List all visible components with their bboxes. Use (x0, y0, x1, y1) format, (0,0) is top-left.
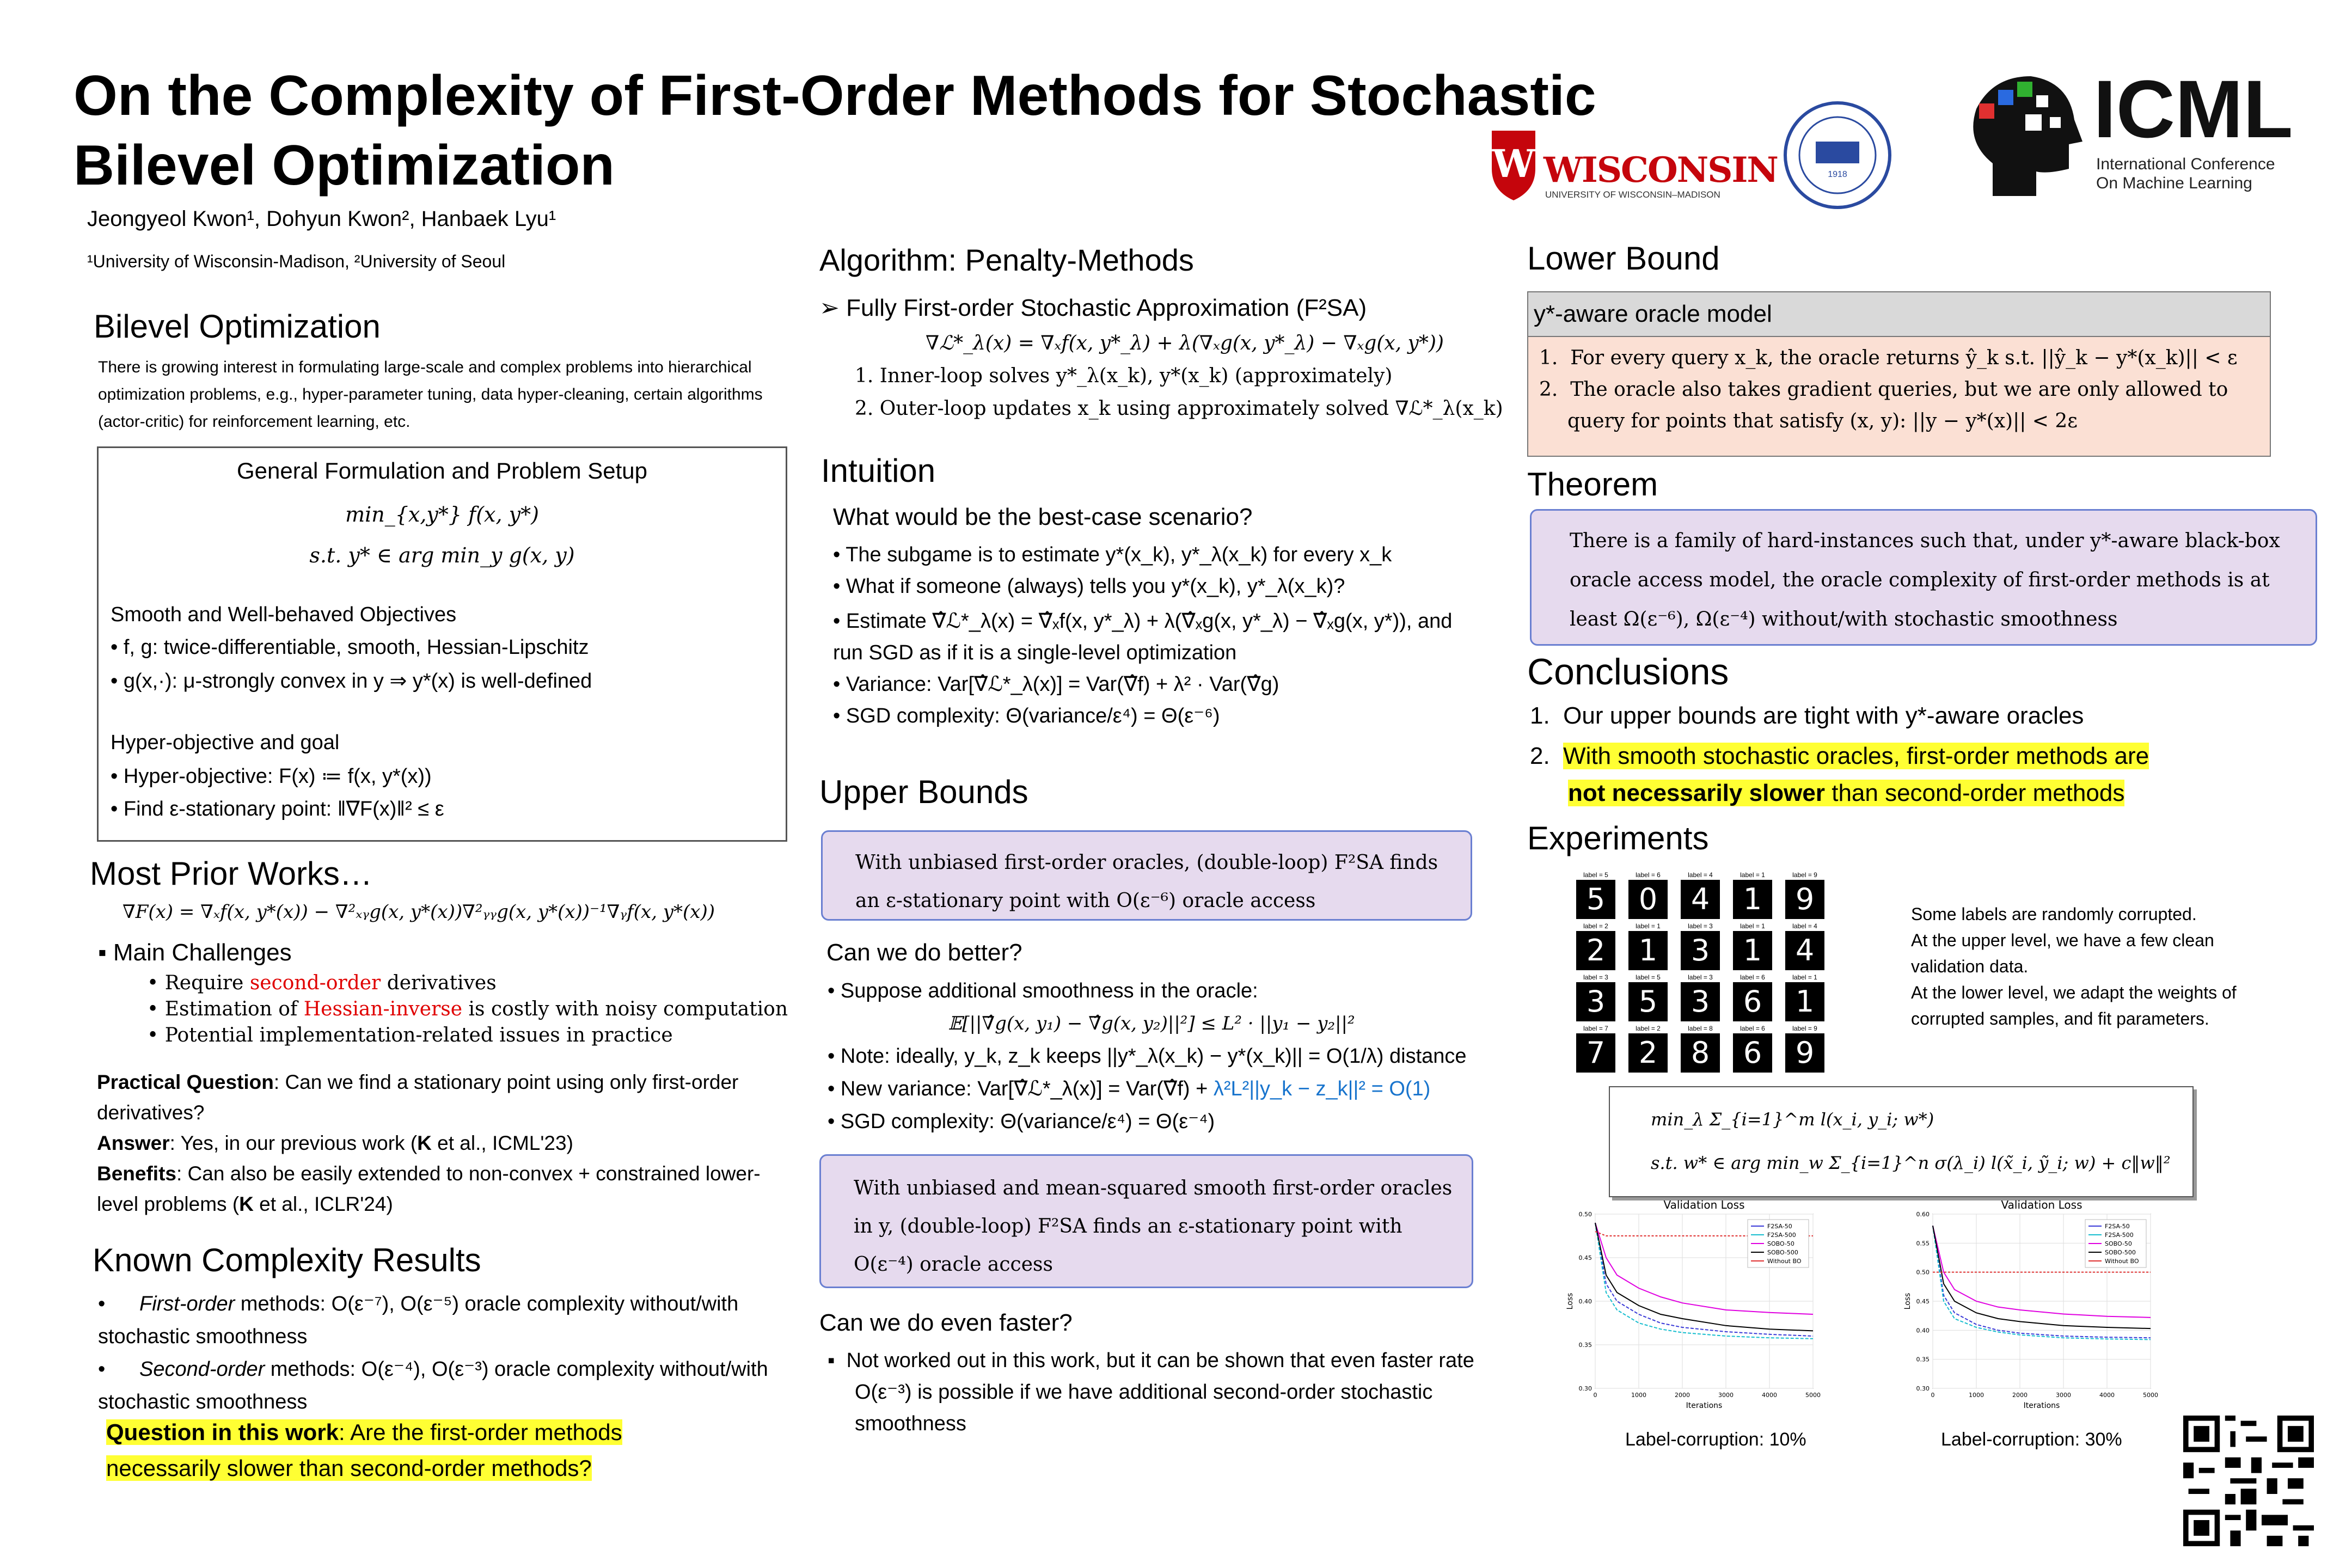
challenges-heading: ▪ Main Challenges (98, 939, 292, 966)
x-tick-label: 1000 (1969, 1392, 1984, 1399)
digit-label: label = 7 (1583, 1025, 1608, 1032)
x-tick-label: 3000 (1718, 1392, 1734, 1399)
wisconsin-logo (1486, 125, 1778, 207)
digit-label: label = 2 (1583, 922, 1608, 930)
prior-heading: Most Prior Works… (90, 855, 372, 892)
digit-label: label = 6 (1636, 871, 1661, 879)
formulation-box (97, 446, 787, 842)
validation-loss-chart-10 (1563, 1198, 1829, 1426)
benefits: Benefits: Can also be easily extended to non-convex + constrained lower-level problems (K et al., ICLR'24) (97, 1162, 761, 1215)
theorem-heading: Theorem (1527, 466, 1658, 503)
better-item-1: • Suppose additional smoothness in the oracle: (828, 979, 1258, 1002)
legend-entry: F2SA-500 (2105, 1232, 2134, 1239)
x-tick-label: 4000 (1762, 1392, 1777, 1399)
legend-entry: SOBO-500 (1767, 1249, 1798, 1256)
smooth-heading: Smooth and Well-behaved Objectives (111, 603, 457, 626)
hyper-heading: Hyper-objective and goal (111, 731, 340, 754)
digit-label: label = 1 (1740, 871, 1765, 879)
smooth-item-1: • f, g: twice-differentiable, smooth, Hessian-Lipschitz (111, 636, 589, 659)
x-tick-label: 3000 (2056, 1392, 2071, 1399)
conclusions-heading: Conclusions (1527, 651, 1729, 693)
oracle-item-1: 1. For every query x_k, the oracle returns ŷ_k s.t. ||ŷ_k − y*(x_k)|| < ε (1539, 347, 2238, 369)
digit-label: label = 1 (1792, 973, 1817, 981)
digit-image: 3 (1681, 982, 1720, 1021)
better-item-2: • Note: ideally, y_k, z_k keeps ||y*_λ(x_k) − y*(x_k)|| = O(1/λ) distance (828, 1045, 1467, 1068)
y-tick-label: 0.40 (1578, 1298, 1592, 1305)
challenge-1: • Require second-order derivatives (147, 972, 497, 994)
formula-min: min_{x,y*} f(x, y*) (345, 503, 539, 526)
digit-label: label = 1 (1740, 922, 1765, 930)
x-axis-label: Iterations (2023, 1401, 2060, 1410)
known-heading: Known Complexity Results (93, 1242, 481, 1278)
digit-label: label = 6 (1740, 973, 1765, 981)
seoul-logo (1783, 101, 1892, 210)
y-axis-label: Loss (1566, 1293, 1575, 1310)
hyper-item-2: • Find ε-stationary point: ‖∇F(x)‖² ≤ ε (111, 798, 444, 820)
algorithm-formula: ∇ℒ*_λ(x) = ∇ₓf(x, y*_λ) + λ(∇ₓg(x, y*_λ) − ∇ₓg(x, y*)) (926, 332, 1444, 354)
validation-loss-chart-30 (1900, 1198, 2167, 1426)
digit-image: 6 (1733, 982, 1772, 1021)
x-tick-label: 1000 (1631, 1392, 1646, 1399)
digit-label: label = 9 (1792, 871, 1817, 879)
y-tick-label: 0.45 (1916, 1298, 1930, 1305)
upper-box-1: With unbiased first-order oracles, (double-loop) F²SA finds an ε-stationary point with O(ε⁻⁶) oracle access (821, 830, 1472, 921)
legend-entry: F2SA-500 (1767, 1232, 1796, 1239)
x-axis-label: Iterations (1686, 1401, 1723, 1410)
challenge-2: • Estimation of Hessian-inverse is costly with noisy computation (147, 998, 788, 1020)
x-tick-label: 0 (1593, 1392, 1597, 1399)
y-tick-label: 0.45 (1578, 1254, 1592, 1261)
y-tick-label: 0.50 (1916, 1269, 1930, 1276)
affiliations: ¹University of Wisconsin-Madison, ²University of Seoul (87, 252, 506, 271)
upper-heading: Upper Bounds (819, 774, 1028, 810)
intuition-item-2: • What if someone (always) tells you y*(x_k), y*_λ(x_k)? (833, 575, 1345, 598)
digit-label: label = 2 (1636, 1025, 1661, 1032)
better-item-3: • New variance: Var[∇̂ℒ*_λ(x)] = Var(∇̂f) + λ²L²||y_k − z_k||² = O(1) (828, 1077, 1431, 1100)
x-tick-label: 4000 (2099, 1392, 2115, 1399)
caption-30: Label-corruption: 30% (1941, 1429, 2122, 1450)
legend-entry: SOBO-50 (1767, 1240, 1794, 1247)
qr-code-icon[interactable] (2183, 1416, 2314, 1546)
svg-text:W: W (1492, 141, 1535, 186)
digit-label: label = 1 (1636, 922, 1661, 930)
digit-label: label = 8 (1688, 1025, 1713, 1032)
digit-label: label = 5 (1583, 871, 1608, 879)
x-tick-label: 2000 (2012, 1392, 2028, 1399)
answer: Answer: Yes, in our previous work (K et al., ICML'23) (97, 1132, 573, 1154)
digit-label: label = 9 (1792, 1025, 1817, 1032)
digit-image: 3 (1576, 982, 1615, 1021)
legend-entry: SOBO-500 (2105, 1249, 2136, 1256)
x-tick-label: 2000 (1675, 1392, 1690, 1399)
algorithm-step-1: 1. Inner-loop solves y*_λ(x_k), y*(x_k) (approximately) (855, 365, 1393, 387)
conclusion-2: 2. With smooth stochastic oracles, first-order methods are not necessarily slower than second-order methods (1530, 743, 2149, 806)
oracle-title: y*-aware oracle model (1528, 292, 2270, 337)
known-item-1: • First-order methods: O(ε⁻⁷), O(ε⁻⁵) oracle complexity without/with stochastic smoothness (98, 1293, 739, 1348)
smooth-formula: 𝔼[||∇̂g(x, y₁) − ∇̂g(x, y₂)||²] ≤ L² · ||y₁ − y₂||² (948, 1013, 1355, 1034)
chart-title: Validation Loss (2001, 1198, 2082, 1211)
icml-logo (1960, 65, 2308, 207)
better-item-4: • SGD complexity: Θ(variance/ε⁴) = Θ(ε⁻⁴) (828, 1110, 1215, 1133)
y-tick-label: 0.35 (1578, 1342, 1592, 1349)
y-tick-label: 0.40 (1916, 1327, 1930, 1334)
digit-label: label = 4 (1688, 871, 1713, 879)
practical-question: Practical Question: Can we find a stationary point using only first-order derivatives? (97, 1071, 739, 1124)
y-tick-label: 0.60 (1916, 1211, 1930, 1218)
oracle-box (1527, 291, 2271, 457)
x-tick-label: 0 (1931, 1392, 1935, 1399)
digit-image: 9 (1785, 880, 1824, 919)
hyper-item-1: • Hyper-objective: F(x) ≔ f(x, y*(x)) (111, 765, 432, 788)
oracle-body (1528, 337, 2270, 456)
digit-image: 5 (1576, 880, 1615, 919)
faster-question: Can we do even faster? (819, 1309, 1073, 1336)
digit-image: 8 (1681, 1033, 1720, 1073)
challenge-3: • Potential implementation-related issues in practice (147, 1024, 673, 1046)
experiment-description: Some labels are randomly corrupted. At the upper level, we have a few clean validation data. At the lower level, we adapt the weights of corrupted samples, and fit parameters. (1911, 904, 2237, 1028)
digit-image: 7 (1576, 1033, 1615, 1073)
icml-line2: On Machine Learning (2096, 174, 2252, 192)
y-tick-label: 0.30 (1916, 1385, 1930, 1392)
digit-label: label = 6 (1740, 1025, 1765, 1032)
intuition-item-1: • The subgame is to estimate y*(x_k), y*_λ(x_k) for every x_k (833, 543, 1392, 566)
digit-label: label = 3 (1688, 973, 1713, 981)
prior-formula: ∇F(x) = ∇ₓf(x, y*(x)) − ∇²ₓᵧg(x, y*(x))∇²ᵧᵧg(x, y*(x))⁻¹∇ᵧf(x, y*(x)) (122, 901, 715, 923)
digit-label: label = 4 (1792, 922, 1817, 930)
optimization-box: min_λ Σ_{i=1}^m l(x_i, y_i; w*) s.t. w* ∈ arg min_w Σ_{i=1}^n σ(λ_i) l(x̃_i, ỹ_i; w) + c‖w‖² (1609, 1086, 2194, 1197)
lower-heading: Lower Bound (1527, 240, 1720, 277)
digit-image: 2 (1576, 931, 1615, 970)
authors: Jeongyeol Kwon¹, Dohyun Kwon², Hanbaek Lyu¹ (87, 207, 556, 231)
y-tick-label: 0.55 (1916, 1240, 1930, 1247)
caption-10: Label-corruption: 10% (1625, 1429, 1806, 1450)
digit-image: 4 (1785, 931, 1824, 970)
seoul-year: 1918 (1828, 170, 1847, 179)
bilevel-heading: Bilevel Optimization (94, 308, 381, 345)
icml-word: ICML (2093, 63, 2293, 155)
legend-entry: F2SA-50 (1767, 1223, 1792, 1230)
digit-image: 0 (1628, 880, 1668, 919)
x-tick-label: 5000 (2143, 1392, 2158, 1399)
digit-image: 1 (1628, 931, 1668, 970)
digit-image: 1 (1785, 982, 1824, 1021)
digit-image: 1 (1733, 880, 1772, 919)
faster-item: ▪ Not worked out in this work, but it can be shown that even faster rate O(ε⁻³) is possible if we have additional second-order stochastic smoothness (828, 1349, 1474, 1435)
y-tick-label: 0.50 (1578, 1211, 1592, 1218)
digit-image: 3 (1681, 931, 1720, 970)
intuition-item-3: • Estimate ∇̂ℒ*_λ(x) = ∇̂ₓf(x, y*_λ) + λ(∇̂ₓg(x, y*_λ) − ∇̂ₓg(x, y*)), and run SGD as if it is a single-level optimization (833, 610, 1453, 664)
algorithm-step-2: 2. Outer-loop updates x_k using approximately solved ∇ℒ*_λ(x_k) (855, 397, 1503, 420)
legend-entry: Without BO (1767, 1258, 1802, 1265)
intuition-item-4: • Variance: Var[∇̂ℒ*_λ(x)] = Var(∇̂f) + λ² · Var(∇̂g) (833, 673, 1279, 696)
intuition-list (833, 539, 1459, 732)
digit-image: 5 (1628, 982, 1668, 1021)
digit-image: 2 (1628, 1033, 1668, 1073)
digit-image: 9 (1785, 1033, 1824, 1073)
question-in-this-work: Question in this work: Are the first-order methods necessarily slower than second-order methods? (106, 1419, 622, 1481)
bilevel-intro: There is growing interest in formulating large-scale and complex problems into hierarchical optimization problems, e.g., hyper-parameter tuning, data hyper-cleaning, certain algorithms (actor-critic) for reinforcement learning, etc. (98, 358, 763, 431)
wisconsin-sub: UNIVERSITY OF WISCONSIN–MADISON (1545, 189, 1720, 200)
digit-label: label = 5 (1636, 973, 1661, 981)
legend-entry: F2SA-50 (2105, 1223, 2130, 1230)
icml-line1: International Conference (2096, 155, 2275, 173)
intuition-item-5: • SGD complexity: Θ(variance/ε⁴) = Θ(ε⁻⁶) (833, 705, 1220, 727)
conclusion-1: 1. Our upper bounds are tight with y*-aware oracles (1530, 702, 2084, 729)
seoul-seal-icon (1783, 101, 1892, 210)
better-list (828, 975, 1475, 1138)
poster-title: On the Complexity of First-Order Methods for Stochastic Bilevel Optimization (74, 64, 1596, 197)
x-tick-label: 5000 (1805, 1392, 1821, 1399)
box-title: General Formulation and Problem Setup (236, 458, 648, 483)
y-tick-label: 0.30 (1578, 1385, 1592, 1392)
digit-label: label = 3 (1688, 922, 1713, 930)
algorithm-heading: Algorithm: Penalty-Methods (819, 243, 1194, 277)
intuition-question: What would be the best-case scenario? (833, 504, 1253, 530)
y-axis-label: Loss (1903, 1293, 1912, 1310)
formula-st: s.t. y* ∈ arg min_y g(x, y) (309, 543, 575, 567)
better-question: Can we do better? (826, 939, 1022, 966)
known-item-2: • Second-order methods: O(ε⁻⁴), O(ε⁻³) oracle complexity without/with stochastic smoothness (98, 1358, 768, 1413)
legend-entry: Without BO (2105, 1258, 2139, 1265)
oracle-item-2: 2. The oracle also takes gradient queries, but we are only allowed to query for points that satisfy (x, y): ||y − y*(x)|| < 2ε (1539, 378, 2228, 432)
upper-box-2: With unbiased and mean-squared smooth first-order oracles in y, (double-loop) F²SA finds an ε-stationary point with O(ε⁻⁴) oracle access (819, 1154, 1473, 1288)
experiments-heading: Experiments (1527, 820, 1709, 856)
icml-head-icon (1960, 65, 2085, 201)
digit-image: 1 (1733, 931, 1772, 970)
wisconsin-word: WISCONSIN (1543, 150, 1778, 191)
chart-title: Validation Loss (1663, 1198, 1745, 1211)
intuition-heading: Intuition (821, 452, 936, 489)
digit-label: label = 3 (1583, 973, 1608, 981)
smooth-item-2: • g(x,·): μ-strongly convex in y ⇒ y*(x) is well-defined (111, 670, 592, 693)
algorithm-name: ➢ Fully First-order Stochastic Approximation (F²SA) (819, 295, 1367, 321)
theorem-box: There is a family of hard-instances such that, under y*-aware black-box oracle access model, the oracle complexity of first-order methods is at least Ω(ε⁻⁶), Ω(ε⁻⁴) without/with stochastic smoothness (1530, 509, 2317, 646)
digit-image: 6 (1733, 1033, 1772, 1073)
digit-grid (1576, 871, 1832, 1073)
digit-image: 4 (1681, 880, 1720, 919)
legend-entry: SOBO-50 (2105, 1240, 2132, 1247)
wisconsin-crest-icon (1486, 125, 1541, 201)
y-tick-label: 0.35 (1916, 1356, 1930, 1363)
